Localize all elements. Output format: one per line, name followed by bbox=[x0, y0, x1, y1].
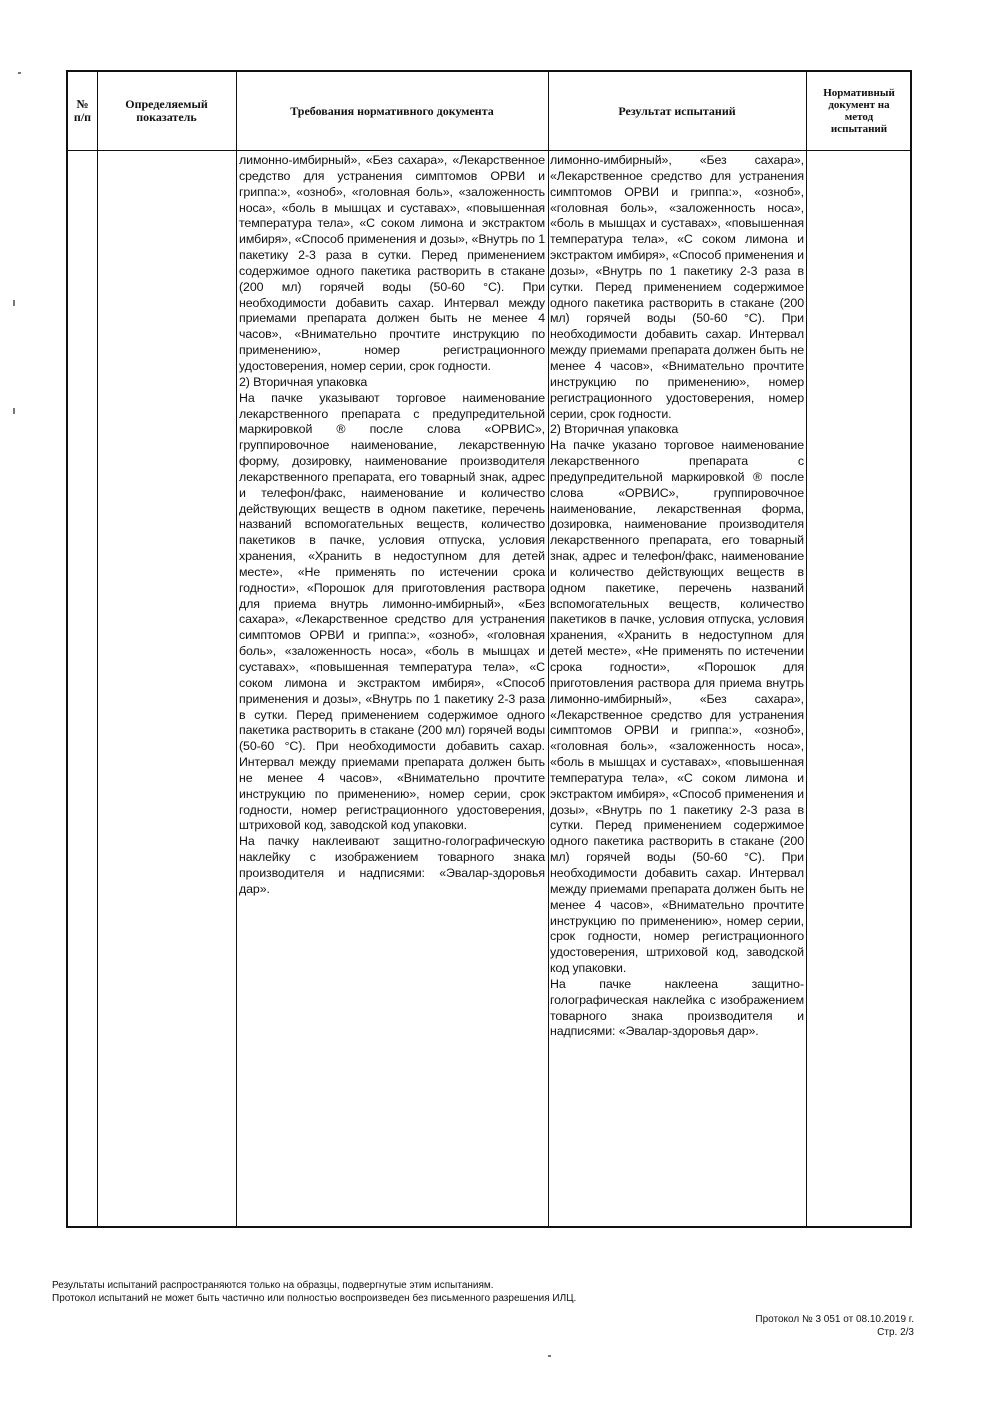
header-requirements: Требования нормативного документа bbox=[290, 103, 494, 118]
scan-speck bbox=[13, 408, 15, 414]
scan-speck bbox=[13, 300, 15, 306]
header-divider bbox=[68, 150, 910, 151]
scan-speck bbox=[18, 72, 21, 74]
column-divider bbox=[236, 72, 237, 1226]
header-method: Нормативный документ на метод испытаний bbox=[823, 87, 895, 135]
protocol-number: Протокол № 3 051 от 08.10.2019 г. bbox=[755, 1314, 914, 1325]
result-cell: лимонно-имбирный», «Без сахара», «Лекарственное средство для устранения симптомов ОРВИ и гриппа:», «озноб», «головная боль», «заложенность носа», «боль в мышцах и суставах», «повышенная температура тела», «С соком лимона и экстрактом имбиря», «Способ применения и дозы», «Внутрь по 1 пакетику 2-3 раза в сутки. Перед применением содержимое одного пакетика растворить в стакане (200 мл) горячей воды (50-60 °С). При необходимости добавить сахар. Интервал между приемами препарата должен быть не менее 4 часов», «Внимательно прочтите инструкцию по применению», номер регистрационного удостоверения, номер серии, срок годности. 2) Вторичная упаковка На пачке указано торговое наименование лекарственного препарата с предупредительной маркировкой ® после слова «ОРВИС», группировочное наименование, лекарственная форма, дозировка, наименование производителя лекарственного препарата, его товарный знак, адрес и телефон/факс, наименование и количество действующих веществ в одном пакетике, перечень названий вспомогательных веществ, количество пакетиков в пачке, условия отпуска, условия хранения, «Хранить в недоступном для детей месте», «Не применять по истечении срока годности», «Порошок для приготовления раствора для приема внутрь лимонно-имбирный», «Без сахара», «Лекарственное средство для устранения симптомов ОРВИ и гриппа:», «озноб», «головная боль», «заложенность носа», «боль в мышцах и суставах», «повышенная температура тела», «С соком лимона и экстрактом имбиря», «Способ применения и дозы», «Внутрь по 1 пакетику 2-3 раза в сутки. Перед применением содержимое одного пакетика растворить в стакане (200 мл) горячей воды (50-60 °С). При необходимости добавить сахар. Интервал между приемами препарата должен быть не менее 4 часов», «Внимательно прочтите инструкцию по применению», номер серии, срок годности, номер регистрационного удостоверения, штриховой код, заводской код упаковки. На пачке наклеена защитно-голографическая наклейка с изображением товарного знака производителя и надписями: «Эвалар-здоровья дар». bbox=[550, 153, 804, 1039]
scan-speck bbox=[548, 1355, 551, 1357]
column-divider bbox=[97, 72, 98, 1226]
results-table bbox=[66, 70, 912, 1228]
footer-reference bbox=[755, 1313, 914, 1339]
header-indicator: Определяемый показатель bbox=[125, 97, 208, 124]
column-divider bbox=[806, 72, 807, 1226]
column-divider bbox=[548, 72, 549, 1226]
header-num: № п/п bbox=[73, 97, 92, 124]
requirements-cell: лимонно-имбирный», «Без сахара», «Лекарственное средство для устранения симптомов ОРВИ и гриппа:», «озноб», «головная боль», «заложенность носа», «боль в мышцах и суставах», «повышенная температура тела», «С соком лимона и экстрактом имбиря», «Способ применения и дозы», «Внутрь по 1 пакетику 2-3 раза в сутки. Перед применением содержимое одного пакетика растворить в стакане (200 мл) горячей воды (50-60 °С). При необходимости добавить сахар. Интервал между приемами препарата должен быть не менее 4 часов», «Внимательно прочтите инструкцию по применению», номер регистрационного удостоверения, номер серии, срок годности. 2) Вторичная упаковка На пачке указывают торговое наименование лекарственного препарата с предупредительной маркировкой ® после слова «ОРВИС», группировочное наименование, лекарственную форму, дозировку, наименование производителя лекарственного препарата, его товарный знак, адрес и телефон/факс, наименование и количество действующих веществ в одном пакетике, перечень названий вспомогательных веществ, количество пакетиков в пачке, условия отпуска, условия хранения, «Хранить в недоступном для детей месте», «Не применять по истечении срока годности», «Порошок для приготовления раствора для приема внутрь лимонно-имбирный», «Без сахара», «Лекарственное средство для устранения симптомов ОРВИ и гриппа:», «озноб», «головная боль», «заложенность носа», «боль в мышцах и суставах», «повышенная температура тела», «С соком лимона и экстрактом имбиря», «Способ применения и дозы», «Внутрь по 1 пакетику 2-3 раза в сутки. Перед применением содержимое одного пакетика растворить в стакане (200 мл) горячей воды (50-60 °С). При необходимости добавить сахар. Интервал между приемами препарата должен быть не менее 4 часов», «Внимательно прочтите инструкцию по применению», номер серии, срок годности, номер регистрационного удостоверения, штриховой код, заводской код упаковки. На пачку наклеивают защитно-голографическую наклейку с изображением товарного знака производителя и надписями: «Эвалар-здоровья дар». bbox=[239, 153, 545, 896]
footer-notes: Результаты испытаний распространяются только на образцы, подвергнутые этим испытаниям. Протокол испытаний не может быть частично или полностью воспроизведен без письменного разрешения ИЛЦ. bbox=[52, 1280, 577, 1304]
page-number: Стр. 2/3 bbox=[877, 1327, 914, 1338]
header-result: Результат испытаний bbox=[618, 103, 736, 118]
